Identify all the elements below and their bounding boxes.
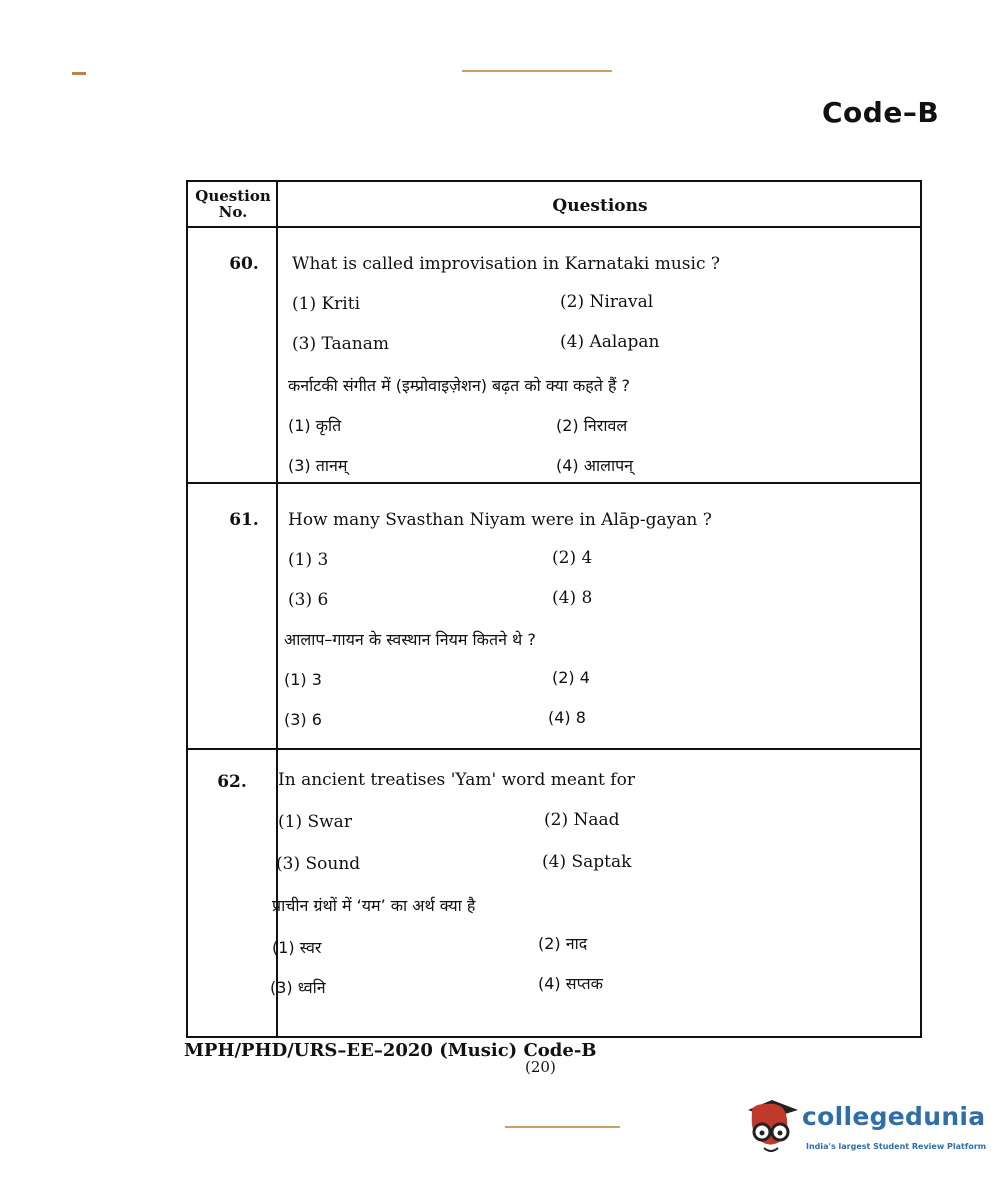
question-text: How many Svasthan Niyam were in Alāp-gayan ? bbox=[288, 510, 712, 530]
option-3: (3) Sound bbox=[276, 854, 361, 874]
option-4: (4) Saptak bbox=[542, 852, 632, 872]
question-block-61 bbox=[188, 484, 920, 750]
logo-wordmark: collegedunia bbox=[802, 1102, 986, 1131]
option-3: (3) 6 bbox=[288, 590, 329, 610]
option-4: (4) 8 bbox=[552, 588, 593, 608]
header-question-no: Question No. bbox=[195, 187, 271, 221]
hindi-option-1: (1) कृति bbox=[288, 416, 342, 435]
collegedunia-logo bbox=[742, 1096, 987, 1166]
question-number: 62. bbox=[217, 772, 247, 792]
scan-mark-bottom bbox=[505, 1126, 620, 1128]
option-1: (1) Kriti bbox=[292, 294, 361, 314]
page-number: (20) bbox=[525, 1058, 556, 1076]
question-number: 61. bbox=[229, 510, 259, 530]
mascot-icon bbox=[742, 1096, 804, 1166]
hindi-option-4: (4) 8 bbox=[548, 708, 586, 727]
scan-mark-top bbox=[462, 70, 612, 72]
option-2: (2) 4 bbox=[552, 548, 593, 568]
question-text-hindi: आलाप–गायन के स्वस्थान नियम कितने थे ? bbox=[284, 630, 536, 649]
questions-table bbox=[186, 180, 922, 1038]
paper-code-heading: Code–B bbox=[822, 96, 940, 129]
option-3: (3) Taanam bbox=[292, 334, 389, 354]
hindi-option-2: (2) नाद bbox=[538, 934, 588, 953]
question-number: 60. bbox=[229, 254, 259, 274]
option-2: (2) Niraval bbox=[560, 292, 654, 312]
question-block-60 bbox=[188, 228, 920, 484]
question-text-hindi: कर्नाटकी संगीत में (इम्प्रोवाइज़ेशन) बढ़त को क्या कहते हैं ? bbox=[288, 376, 631, 395]
question-block-62 bbox=[188, 750, 920, 1036]
hindi-option-2: (2) 4 bbox=[552, 668, 590, 687]
question-text: What is called improvisation in Karnataki music ? bbox=[292, 254, 721, 274]
scan-mark-left bbox=[72, 72, 86, 75]
hindi-option-1: (1) 3 bbox=[284, 670, 322, 689]
option-1: (1) 3 bbox=[288, 550, 329, 570]
footer-paper-code: MPH/PHD/URS–EE–2020 (Music) Code-B bbox=[184, 1040, 597, 1061]
question-text-hindi: प्राचीन ग्रंथों में ‘यम’ का अर्थ क्या है bbox=[272, 896, 476, 915]
hindi-option-4: (4) सप्तक bbox=[538, 974, 603, 993]
option-4: (4) Aalapan bbox=[560, 332, 660, 352]
hindi-option-1: (1) स्वर bbox=[272, 938, 322, 957]
hindi-option-3: (3) तानम् bbox=[288, 456, 348, 475]
header-questions: Questions bbox=[552, 196, 648, 216]
logo-tagline: India's largest Student Review Platform bbox=[806, 1142, 987, 1151]
hindi-option-2: (2) निरावल bbox=[556, 416, 628, 435]
hindi-option-3: (3) ध्वनि bbox=[270, 978, 326, 997]
hindi-option-3: (3) 6 bbox=[284, 710, 322, 729]
option-1: (1) Swar bbox=[278, 812, 352, 832]
hindi-option-4: (4) आलापन् bbox=[556, 456, 634, 475]
question-text: In ancient treatises 'Yam' word meant for bbox=[278, 770, 635, 790]
option-2: (2) Naad bbox=[544, 810, 620, 830]
